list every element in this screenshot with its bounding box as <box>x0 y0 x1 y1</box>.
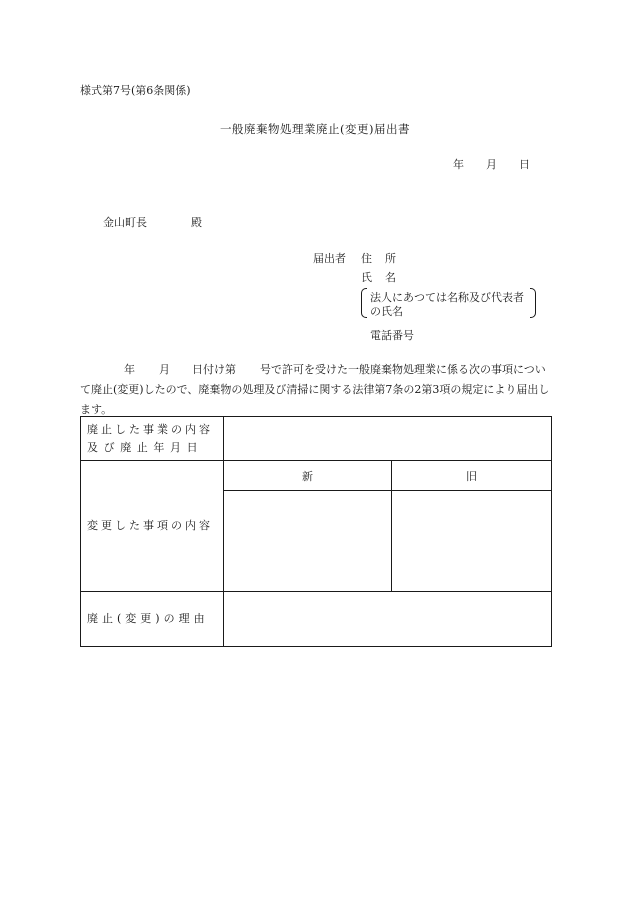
changed-items-label: 変更した事項の内容 <box>81 461 224 592</box>
date-day: 日 <box>519 158 530 171</box>
form-number: 様式第7号(第6条関係) <box>80 84 191 97</box>
body-text <box>80 360 555 420</box>
corporate-note-line1: 法人にあつては名称及び代表者 <box>370 291 524 304</box>
document-title: 一般廃棄物処理業廃止(変更)届出書 <box>220 122 410 136</box>
column-old: 旧 <box>392 461 552 491</box>
old-value-cell[interactable] <box>392 491 552 592</box>
reason-value[interactable] <box>224 592 552 647</box>
form-table <box>80 416 552 647</box>
discontinued-business-value[interactable] <box>224 417 552 461</box>
discontinued-business-line1: 廃止した事業の内容 <box>87 422 213 436</box>
address-label: 住 所 <box>361 252 397 265</box>
recipient-name: 金山町長 <box>103 216 147 229</box>
left-bracket <box>361 288 367 318</box>
discontinued-business-label <box>81 417 224 461</box>
applicant-label: 届出者 <box>313 252 346 265</box>
corporate-note <box>361 287 536 317</box>
body-main-text: 号で許可を受けた一般廃棄物処理業に係る次の事項について廃止(変更)したので、廃棄物の処理及び清掃に関する法律第7条の2第3項の規定により届出します。 <box>80 363 550 416</box>
body-month: 月 <box>159 363 170 376</box>
recipient-honorific: 殿 <box>191 216 202 229</box>
discontinued-business-line2: 及び廃止年月日 <box>87 440 204 454</box>
right-bracket <box>530 288 536 318</box>
corporate-note-line2: の氏名 <box>370 305 403 318</box>
reason-label: 廃止(変更)の理由 <box>81 592 224 647</box>
column-new: 新 <box>224 461 392 491</box>
date-line <box>453 156 530 172</box>
date-month: 月 <box>486 158 497 171</box>
new-value-cell[interactable] <box>224 491 392 592</box>
recipient <box>103 214 202 230</box>
body-day: 日付け第 <box>192 363 236 376</box>
phone-label: 電話番号 <box>370 329 414 342</box>
name-label: 氏 名 <box>361 271 397 284</box>
date-year: 年 <box>453 158 464 171</box>
body-year: 年 <box>124 363 135 376</box>
